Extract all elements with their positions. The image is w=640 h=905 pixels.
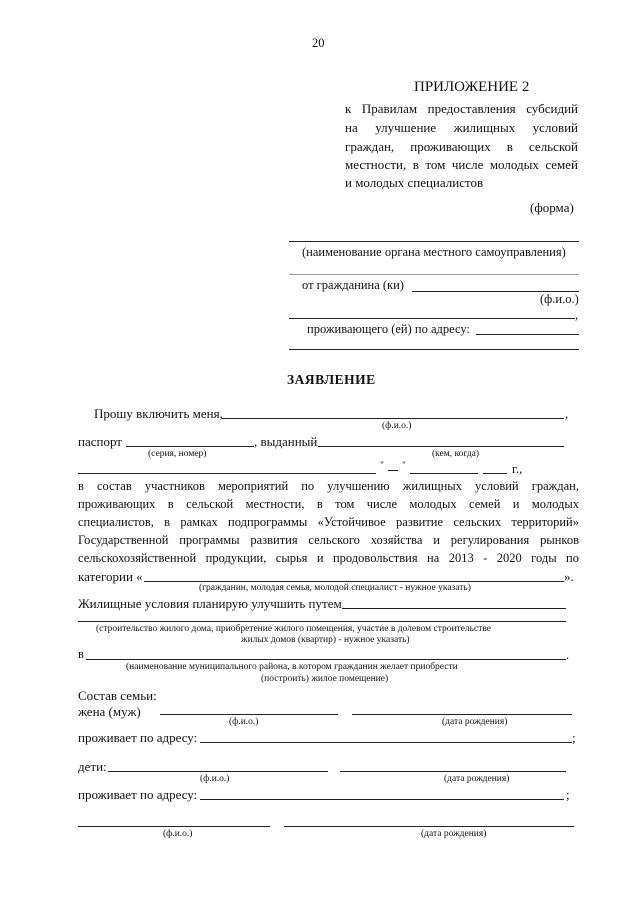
category-close: ».: [564, 569, 574, 584]
organ-name-field[interactable]: [289, 241, 579, 242]
spouse-birth-caption: (дата рождения): [442, 717, 508, 727]
appendix-line: и молодых специалистов: [345, 175, 484, 190]
spouse-fio-field[interactable]: [160, 714, 338, 715]
appendix-line: местности, в том числе молодых семей: [345, 157, 578, 172]
improve-method-field-2[interactable]: [78, 621, 566, 622]
date-quote-open: ": [380, 461, 384, 471]
spouse-label: жена (муж): [78, 704, 141, 719]
in-dot: .: [566, 648, 570, 662]
from-label: от гражданина (ки): [302, 278, 404, 292]
child-address-label: проживает по адресу:: [78, 787, 198, 802]
date-quote-close: ": [402, 461, 406, 471]
child-fio-caption: (ф.и.о.): [200, 774, 230, 784]
form-label: (форма): [530, 200, 574, 215]
request-fio-caption: (ф.и.о.): [382, 421, 412, 431]
spouse-address-label: проживает по адресу:: [78, 730, 198, 745]
improve-label: Жилищные условия планирую улучшить путем: [78, 596, 342, 611]
spouse-birth-field[interactable]: [352, 714, 572, 715]
family-title: Состав семьи:: [78, 688, 157, 703]
child-fio-field[interactable]: [108, 771, 328, 772]
district-caption: (построить) жилое помещение): [261, 674, 389, 684]
children-label: дети:: [78, 759, 107, 774]
residing-address-field[interactable]: [476, 334, 579, 335]
issued-by-field-2[interactable]: [78, 473, 376, 474]
paragraph-line: Государственной программы развития сельского хозяйства и регулирования рынков: [78, 533, 579, 547]
issued-by-caption: (кем, когда): [432, 449, 480, 459]
improve-method-field[interactable]: [342, 608, 566, 609]
district-caption: (наименование муниципального района, в котором гражданин желает приобрести: [126, 662, 458, 672]
year-suffix: г.,: [512, 461, 523, 476]
method-caption: (строительство жилого дома, приобретение жилого помещения, участие в долевом строительстве: [96, 624, 492, 634]
passport-label: паспорт: [78, 434, 122, 449]
from-fio-caption: (ф.и.о.): [540, 292, 579, 306]
paragraph-line: специалистов, в рамках подпрограммы «Устойчивое развитие сельских территорий»: [78, 515, 579, 529]
paragraph-line: сельскохозяйственной продукции, сырья и продовольствия на 2013 - 2020 годы по: [78, 551, 579, 565]
category-field[interactable]: [144, 581, 564, 582]
in-label: в: [78, 647, 84, 661]
passport-number-field[interactable]: [126, 446, 254, 447]
organ-name-field-2[interactable]: [289, 274, 579, 275]
district-field[interactable]: [86, 659, 566, 660]
category-label: категории «: [78, 569, 143, 584]
child-birth-field[interactable]: [340, 771, 566, 772]
issued-label: , выданный: [254, 434, 318, 449]
issued-by-field[interactable]: [318, 446, 564, 447]
paragraph-line: проживающих в сельской местности, в том числе молодых семей и молодых: [78, 497, 579, 511]
child2-fio-caption: (ф.и.о.): [163, 829, 193, 839]
child2-birth-field[interactable]: [284, 826, 574, 827]
child-birth-caption: (дата рождения): [444, 774, 510, 784]
child-address-field[interactable]: [200, 799, 564, 800]
request-fio-field[interactable]: [222, 418, 564, 419]
appendix-title: ПРИЛОЖЕНИЕ 2: [414, 79, 530, 95]
spouse-address-semicolon: ;: [572, 730, 576, 745]
appendix-line: граждан, проживающих в сельской: [345, 139, 578, 154]
request-label: Прошу включить меня,: [94, 406, 223, 421]
series-caption: (серия, номер): [148, 449, 207, 459]
residing-address-field-2[interactable]: [289, 349, 579, 350]
date-year-field[interactable]: [483, 473, 507, 474]
category-caption: (гражданин, молодая семья, молодой специалист - нужное указать): [199, 583, 471, 593]
appendix-line: к Правилам предоставления субсидий: [345, 101, 578, 116]
from-fio-field-2[interactable]: [289, 318, 575, 319]
appendix-line: на улучшение жилищных условий: [345, 120, 578, 135]
date-month-field[interactable]: [410, 473, 478, 474]
page-number: 20: [312, 36, 325, 50]
child2-fio-field[interactable]: [78, 826, 270, 827]
paragraph-line: в состав участников мероприятий по улучшению жилищных условий граждан,: [78, 479, 579, 493]
request-comma: ,: [565, 406, 569, 421]
organ-caption: (наименование органа местного самоуправления): [302, 245, 566, 259]
from-comma: ,: [575, 308, 579, 322]
document-heading: ЗАЯВЛЕНИЕ: [287, 372, 376, 387]
child2-birth-caption: (дата рождения): [421, 829, 487, 839]
date-day-field[interactable]: [388, 470, 398, 471]
spouse-fio-caption: (ф.и.о.): [229, 717, 259, 727]
method-caption: жилых домов (квартир) - нужное указать): [241, 635, 410, 645]
residing-label: проживающего (ей) по адресу:: [307, 322, 470, 336]
child-address-semicolon: ;: [566, 787, 570, 802]
spouse-address-field[interactable]: [200, 742, 572, 743]
